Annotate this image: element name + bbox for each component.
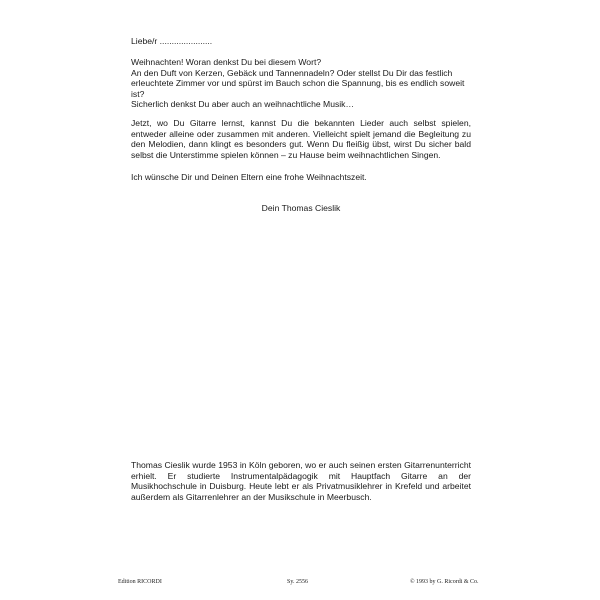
intro-line: Weihnachten! Woran denkst Du bei diesem Wort? (131, 57, 322, 67)
footer-copyright: © 1993 by G. Ricordi & Co. (410, 579, 479, 585)
letter-greeting: Liebe/r ...................... (131, 36, 213, 46)
footer-catalog-number: Sy. 2556 (287, 579, 308, 585)
letter-wish: Ich wünsche Dir und Deinen Eltern eine frohe Weihnachtszeit. (131, 172, 367, 182)
footer-publisher: Edition RICORDI (118, 579, 162, 585)
author-bio: Thomas Cieslik wurde 1953 in Köln geboren, wo er auch seinen ersten Gitarrenunterricht erhielt. Er studierte Instrumentalpädagogik mit Hauptfach Gitarre an der Musikhochschule in Duisburg. Heute lebt er als Privatmusiklehrer in Krefeld und arbeitet außerdem als Gitarrenlehrer an der Musikschule in Meerbusch. (131, 460, 471, 502)
letter-body (131, 118, 471, 160)
intro-line: An den Duft von Kerzen, Gebäck und Tannennadeln? Oder stellst Du Dir das festlich erleuchtete Zimmer vor und spürst im Bauch schon die Spannung, bis es endlich soweit ist? (131, 67, 465, 99)
letter-signature: Dein Thomas Cieslik (261, 203, 341, 213)
intro-line: Sicherlich denkst Du aber auch an weihnachtliche Musik… (131, 99, 355, 110)
body-paragraph: Jetzt, wo Du Gitarre lernst, kannst Du die bekannten Lieder auch selbst spielen, entweder alleine oder zusammen mit anderen. Vielleicht spielt jemand die Begleitung zu den Melodien, dann klingt es besonders gut. Wenn Du fleißig übst, wirst Du sicher bald selbst die Unterstimme spielen können – zu Hause beim weihnachtlichen Singen. (131, 118, 471, 160)
letter-intro (131, 57, 471, 110)
